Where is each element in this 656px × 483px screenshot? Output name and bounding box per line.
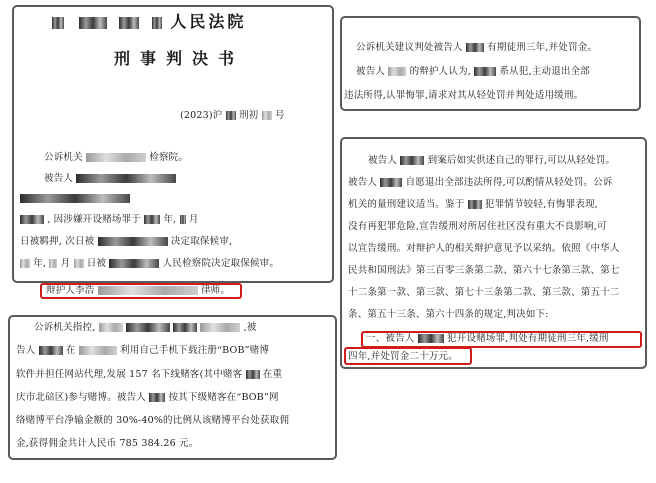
document-title: 刑事判决书: [114, 49, 245, 68]
court-name: [52, 12, 247, 31]
redacted-region: [144, 215, 160, 224]
redacted-region: [79, 346, 117, 355]
excerpt-line: 公诉机关建议判处被告人 有期徒刑三年,并处罚金。: [356, 42, 598, 53]
excerpt-line: 络赌博平台净输金额的 30%-40%的比例从该赌博平台处获取佣: [16, 415, 290, 426]
redacted-region: [20, 194, 130, 203]
excerpt-line: 被告人 自愿退出全部违法所得,可以酌情从轻处罚。公诉: [348, 177, 613, 188]
court-name-suffix: 人民法院: [170, 12, 247, 31]
redacted-region: [400, 156, 424, 165]
case-number: (2023)沪 刑初 号: [180, 110, 285, 121]
redacted-region: [468, 200, 482, 209]
redacted-region: [20, 215, 44, 224]
redacted-region: [180, 215, 186, 224]
excerpt-line: 十二条第一款、第三款、第七十三条第二款、第三款、第五十二: [348, 287, 620, 298]
excerpt-line: 没有再犯罪危险,宣告缓刑对所居住社区没有重大不良影响,可: [348, 221, 607, 232]
doc-line: [20, 193, 130, 205]
doc-line: , 因涉嫌开设赌场罪于 年, 月: [20, 214, 199, 226]
excerpt-line: 条、第五十三条、第六十四条的规定,判决如下:: [348, 309, 549, 320]
verdict-line: 四年,并处罚金二十万元。: [348, 351, 458, 362]
doc-line: 日被羁押, 次日被 决定取保候审,: [20, 236, 233, 247]
redacted-region: [86, 153, 146, 162]
excerpt-line: 以宣告缓刑。对辩护人的相关辩护意见予以采纳。依照《中华人: [348, 243, 620, 254]
excerpt-line: 金,获得佣金共计人民币 785 384.26 元。: [16, 438, 199, 449]
redacted-region: [418, 334, 444, 343]
doc-line: 被告人: [44, 173, 176, 185]
redacted-region: [262, 111, 272, 120]
redacted-region: [79, 17, 107, 29]
redacted-region: [99, 323, 123, 332]
redacted-region: [49, 259, 57, 268]
redacted-region: [76, 174, 176, 183]
redacted-region: [52, 17, 64, 29]
redacted-region: [380, 178, 402, 187]
redacted-region: [149, 393, 165, 402]
redacted-region: [200, 323, 240, 332]
doc-line-defender: 辩护人李浩 律师。: [46, 285, 231, 296]
redacted-region: [98, 286, 198, 295]
redacted-region: [152, 17, 162, 29]
excerpt-line: 被告人 到案后如实供述自己的罪行,可以从轻处罚。: [368, 155, 616, 166]
redacted-region: [246, 370, 260, 379]
redacted-region: [74, 259, 84, 268]
redacted-region: [388, 67, 406, 76]
doc-line: 年, 月 日被 人民检察院决定取保候审。: [20, 258, 279, 270]
redacted-region: [126, 323, 170, 332]
redacted-region: [109, 259, 159, 268]
redacted-region: [474, 67, 496, 76]
excerpt-line: 民共和国刑法》第三百零三条第二款、第六十七条第三款、第七: [348, 265, 620, 276]
excerpt-line: 庆市北碚区)参与赌博。被告人 按其下级赌客在“BOB”网: [16, 392, 279, 403]
verdict-line: 一、被告人 犯开设赌场罪,判处有期徒刑三年,缓刑: [366, 333, 609, 344]
excerpt-line: 公诉机关指控, ,被: [34, 322, 257, 333]
redacted-region: [98, 237, 168, 246]
redacted-region: [119, 17, 139, 29]
excerpt-line: 软件并担任网站代理,发展 157 名下线赌客(其中赌客 在重: [16, 369, 283, 380]
excerpt-line: 机关的量刑建议适当。鉴于 犯罪情节较轻,有悔罪表现,: [348, 199, 599, 210]
redacted-region: [20, 259, 30, 268]
excerpt-line: 违法所得,认罪悔罪,请求对其从轻处罚并判处适用缓刑。: [344, 90, 584, 101]
redacted-region: [173, 323, 197, 332]
excerpt-line: 告人 在 利用自己手机下载注册“BOB”赌博: [16, 345, 270, 356]
redacted-region: [466, 43, 484, 52]
redacted-region: [39, 346, 63, 355]
redacted-region: [226, 111, 236, 120]
doc-line: 公诉机关 检察院。: [44, 152, 189, 163]
excerpt-line: 被告人 的辩护人认为, 系从犯,主动退出全部: [356, 66, 590, 77]
